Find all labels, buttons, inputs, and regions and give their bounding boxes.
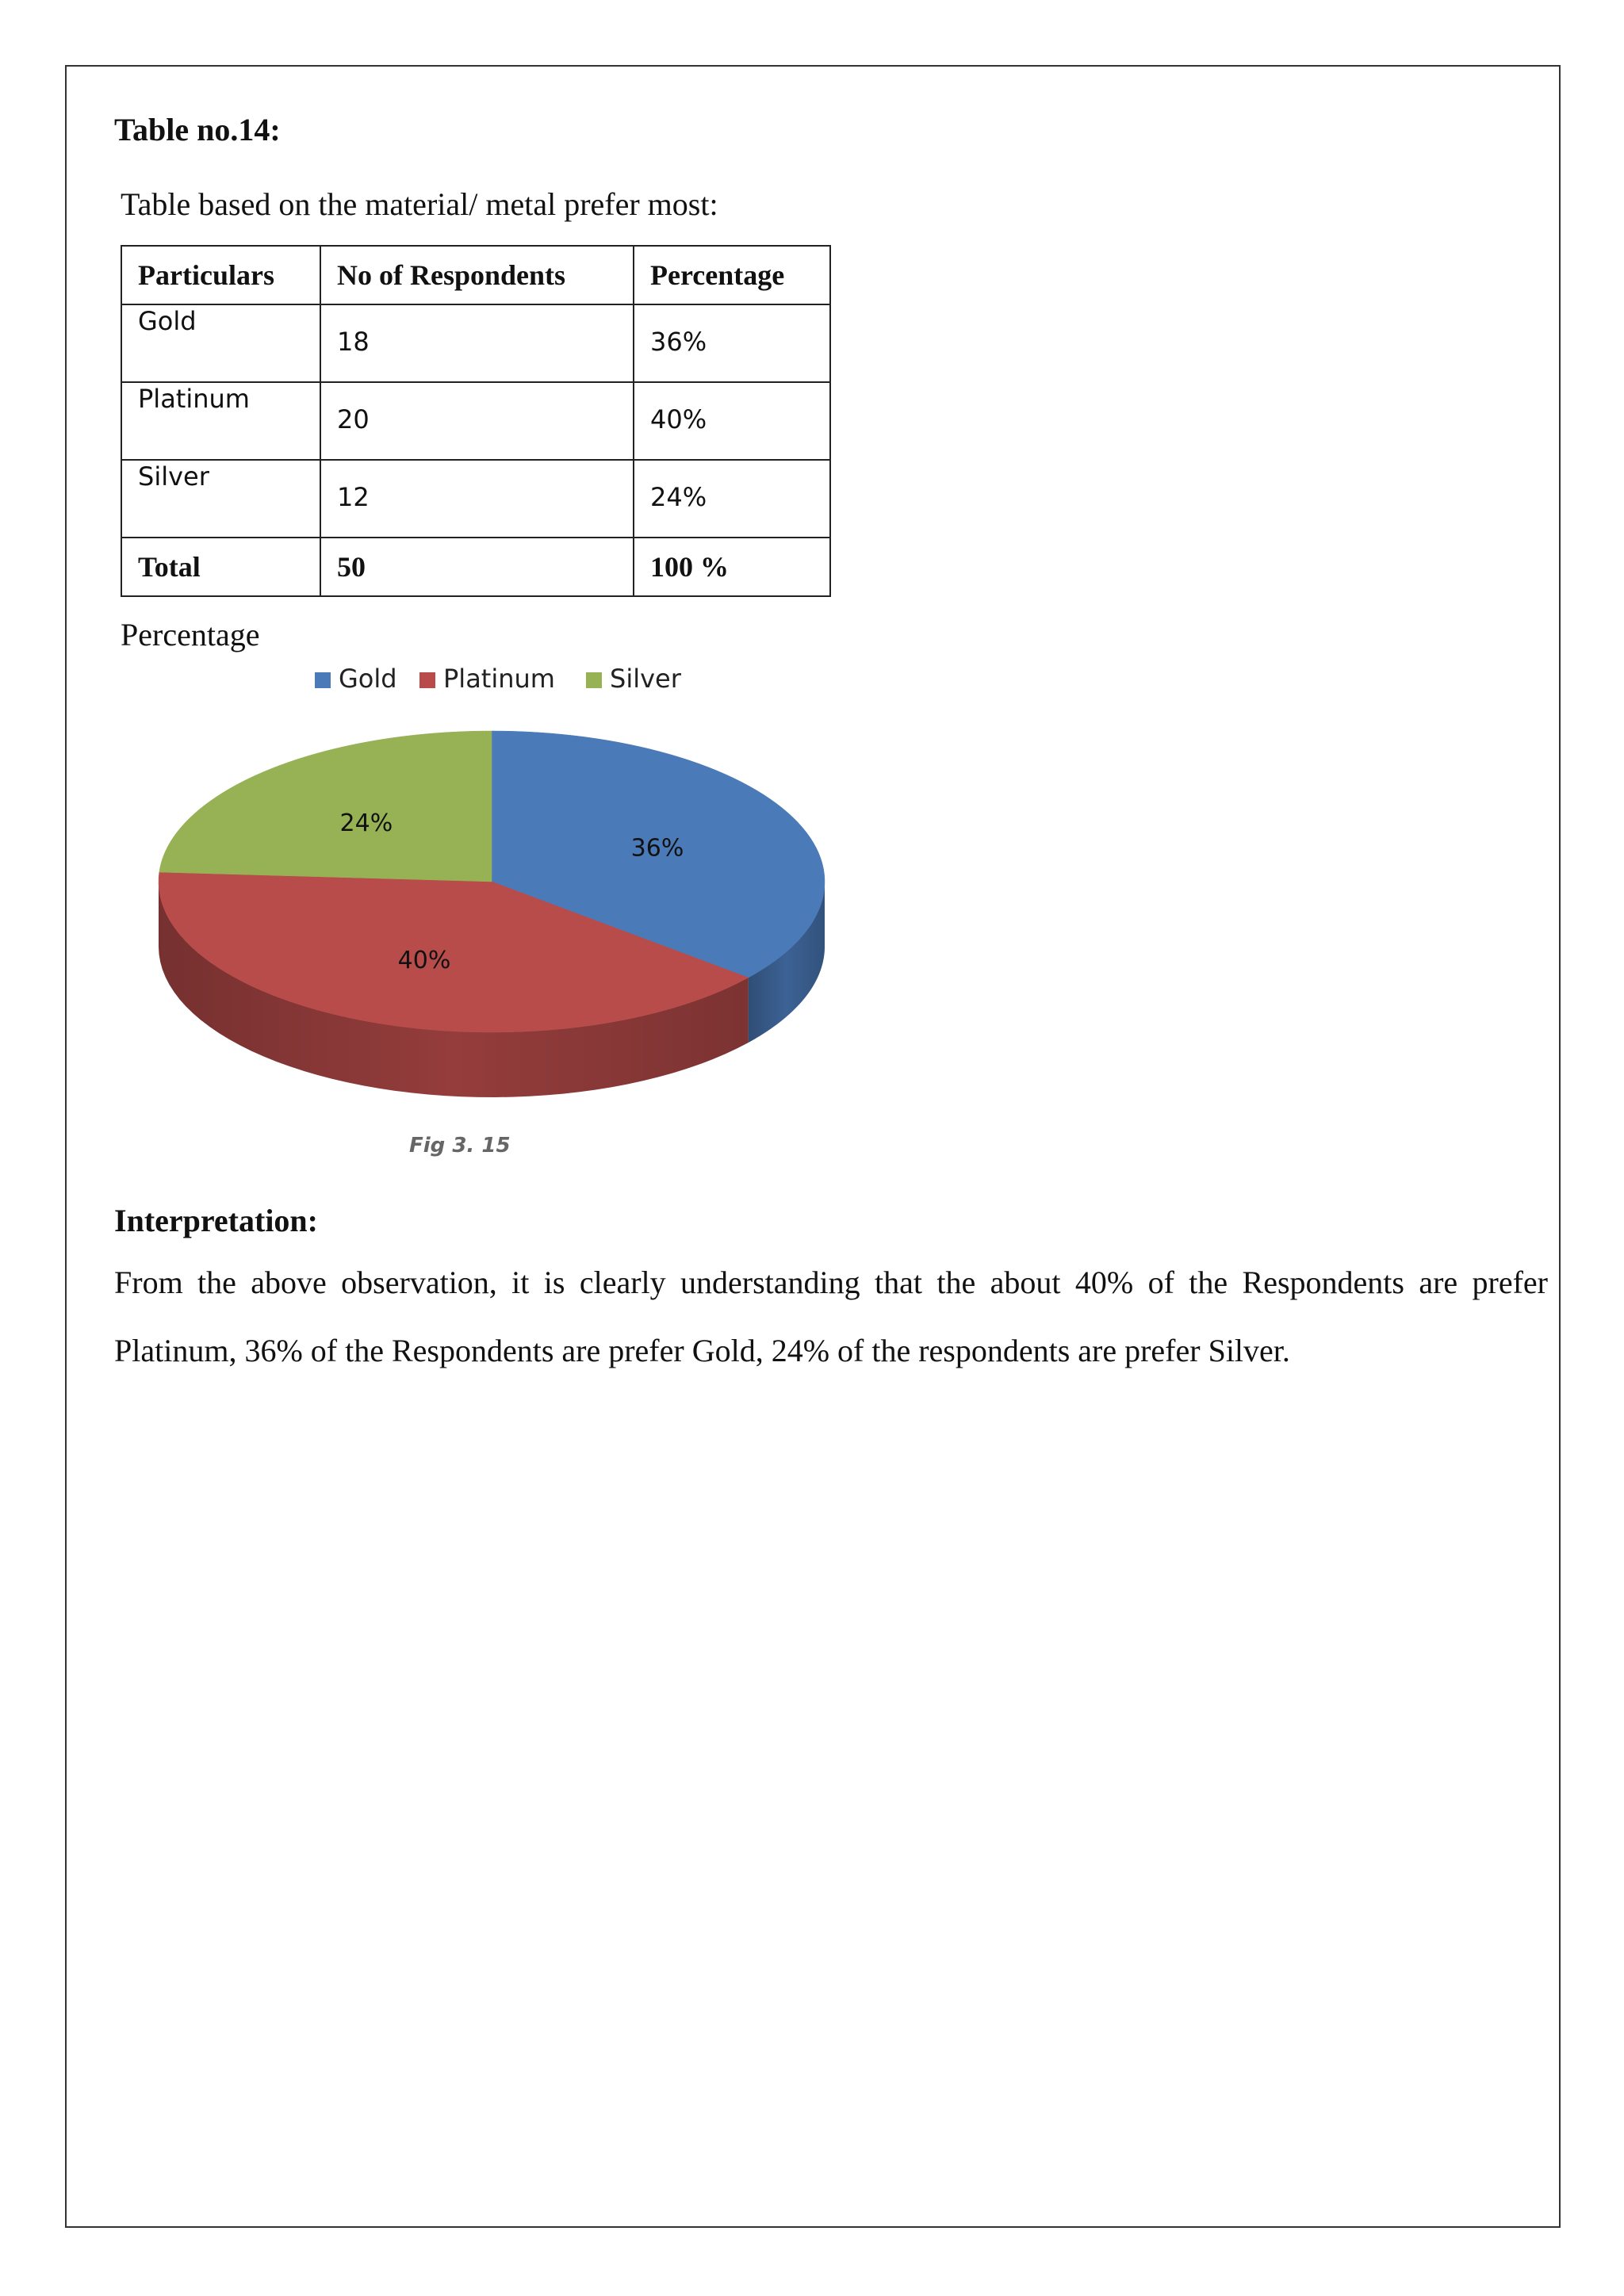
percentage-value: 24% [650,482,707,512]
percentage-cell [634,304,830,382]
particular-cell [121,304,320,382]
particular-cell [121,382,320,460]
total-respondents: 50 [320,538,634,596]
legend-swatch-platinum [419,672,435,688]
respondents-value: 18 [337,327,370,357]
data-table [121,245,831,597]
respondents-cell [320,304,634,382]
column-header-percentage: Percentage [634,246,830,304]
pie-slice-silver [159,731,492,882]
data-label-gold: 36% [630,834,684,863]
particular-cell [121,460,320,538]
legend-label-silver: Silver [610,664,681,694]
respondents-cell [320,460,634,538]
chart-title: Percentage [121,617,260,652]
data-label-platinum: 40% [397,947,451,975]
percentage-cell [634,382,830,460]
respondents-value: 12 [337,482,370,512]
figure-caption: Fig 3. 15 [409,1134,511,1158]
legend-label-gold: Gold [339,664,397,694]
particular-label: Gold [138,306,197,336]
table-row [121,460,830,538]
data-label-silver: 24% [339,809,393,837]
percentage-cell [634,460,830,538]
interpretation-body: From the above observation, it is clearly understanding that the about 40% of the Respondents are prefer Platinum, 36% of the Respondents are prefer Gold, 24% of the respondents are prefer Silver. [114,1265,1548,1368]
table-heading: Table no.14: [114,112,281,147]
percentage-value: 36% [650,327,707,357]
column-header-particulars: Particulars [121,246,320,304]
particular-label: Platinum [138,384,250,414]
chart-legend [315,664,682,694]
percentage-value: 40% [650,404,707,434]
pie-chart [143,660,856,1135]
respondents-cell [320,382,634,460]
table-total-row [121,538,830,596]
interpretation-heading: Interpretation: [114,1203,318,1238]
respondents-value: 20 [337,404,370,434]
total-label: Total [121,538,320,596]
pie-top-faces [159,731,825,1032]
total-percentage: 100 % [634,538,830,596]
table-row [121,304,830,382]
table-caption: Table based on the material/ metal prefer most: [121,186,718,222]
table-row [121,382,830,460]
column-header-respondents: No of Respondents [320,246,634,304]
legend-swatch-gold [315,672,331,688]
legend-label-platinum: Platinum [443,664,555,694]
table-header-row [121,246,830,304]
particular-label: Silver [138,461,209,492]
legend-swatch-silver [586,672,602,688]
